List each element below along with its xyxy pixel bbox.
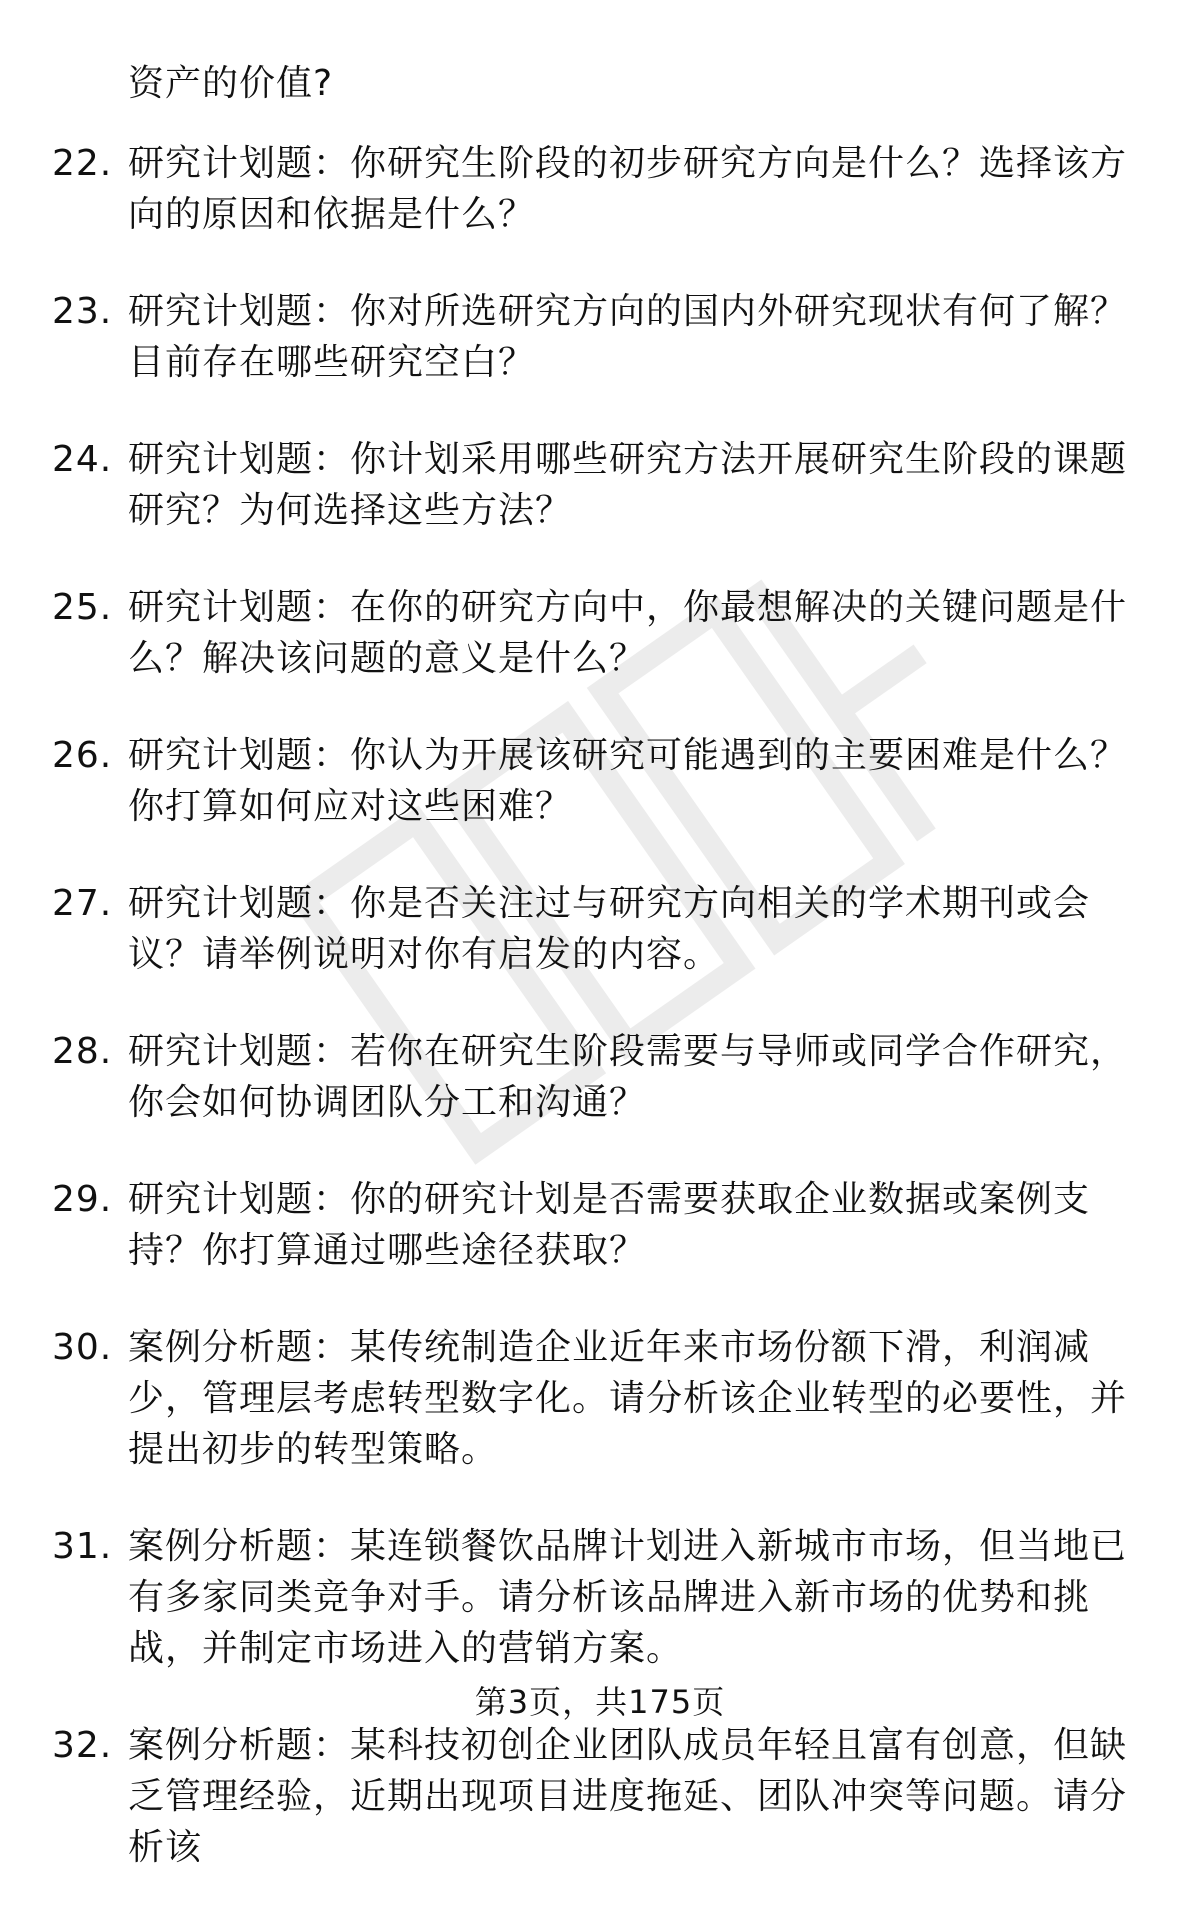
continuation-text: 资产的价值? — [128, 63, 334, 104]
item-number: 22. — [52, 143, 113, 184]
item-number: 23. — [52, 291, 113, 332]
question-list — [52, 138, 1142, 1919]
item-text: 研究计划题：你计划采用哪些研究方法开展研究生阶段的课题研究？为何选择这些方法？ — [128, 439, 1128, 531]
list-item — [52, 1322, 1142, 1475]
item-number: 26. — [52, 735, 113, 776]
item-number: 30. — [52, 1327, 113, 1368]
item-text: 研究计划题：你是否关注过与研究方向相关的学术期刊或会议？请举例说明对你有启发的内容。 — [128, 883, 1091, 975]
item-number: 27. — [52, 883, 113, 924]
list-item — [52, 138, 1142, 240]
item-number: 29. — [52, 1179, 113, 1220]
item-number: 31. — [52, 1526, 113, 1567]
list-item — [52, 582, 1142, 684]
item-text: 研究计划题：若你在研究生阶段需要与导师或同学合作研究，你会如何协调团队分工和沟通？ — [128, 1031, 1128, 1123]
item-number: 24. — [52, 439, 113, 480]
list-item — [52, 878, 1142, 980]
list-item — [52, 1720, 1142, 1873]
item-text: 研究计划题：你研究生阶段的初步研究方向是什么？选择该方向的原因和依据是什么？ — [128, 143, 1128, 235]
item-number: 28. — [52, 1031, 113, 1072]
item-number: 32. — [52, 1725, 113, 1766]
item-text: 研究计划题：你对所选研究方向的国内外研究现状有何了解？目前存在哪些研究空白？ — [128, 291, 1128, 383]
item-text: 案例分析题：某传统制造企业近年来市场份额下滑，利润减少，管理层考虑转型数字化。请分析该企业转型的必要性，并提出初步的转型策略。 — [128, 1327, 1128, 1470]
list-item — [52, 730, 1142, 832]
item-number: 25. — [52, 587, 113, 628]
list-item — [52, 286, 1142, 388]
list-item — [52, 1521, 1142, 1674]
item-text: 研究计划题：你认为开展该研究可能遇到的主要困难是什么？你打算如何应对这些困难？ — [128, 735, 1128, 827]
list-item — [52, 1026, 1142, 1128]
item-text: 研究计划题：在你的研究方向中，你最想解决的关键问题是什么？解决该问题的意义是什么？ — [128, 587, 1128, 679]
item-text: 案例分析题：某科技初创企业团队成员年轻且富有创意，但缺乏管理经验，近期出现项目进度拖延、团队冲突等问题。请分析该 — [128, 1725, 1128, 1868]
list-item — [52, 1174, 1142, 1276]
item-text: 案例分析题：某连锁餐饮品牌计划进入新城市市场，但当地已有多家同类竞争对手。请分析该品牌进入新市场的优势和挑战，并制定市场进入的营销方案。 — [128, 1526, 1128, 1669]
list-item — [52, 434, 1142, 536]
page-footer: 第3页，共175页 — [474, 1683, 726, 1721]
item-text: 研究计划题：你的研究计划是否需要获取企业数据或案例支持？你打算通过哪些途径获取？ — [128, 1179, 1091, 1271]
